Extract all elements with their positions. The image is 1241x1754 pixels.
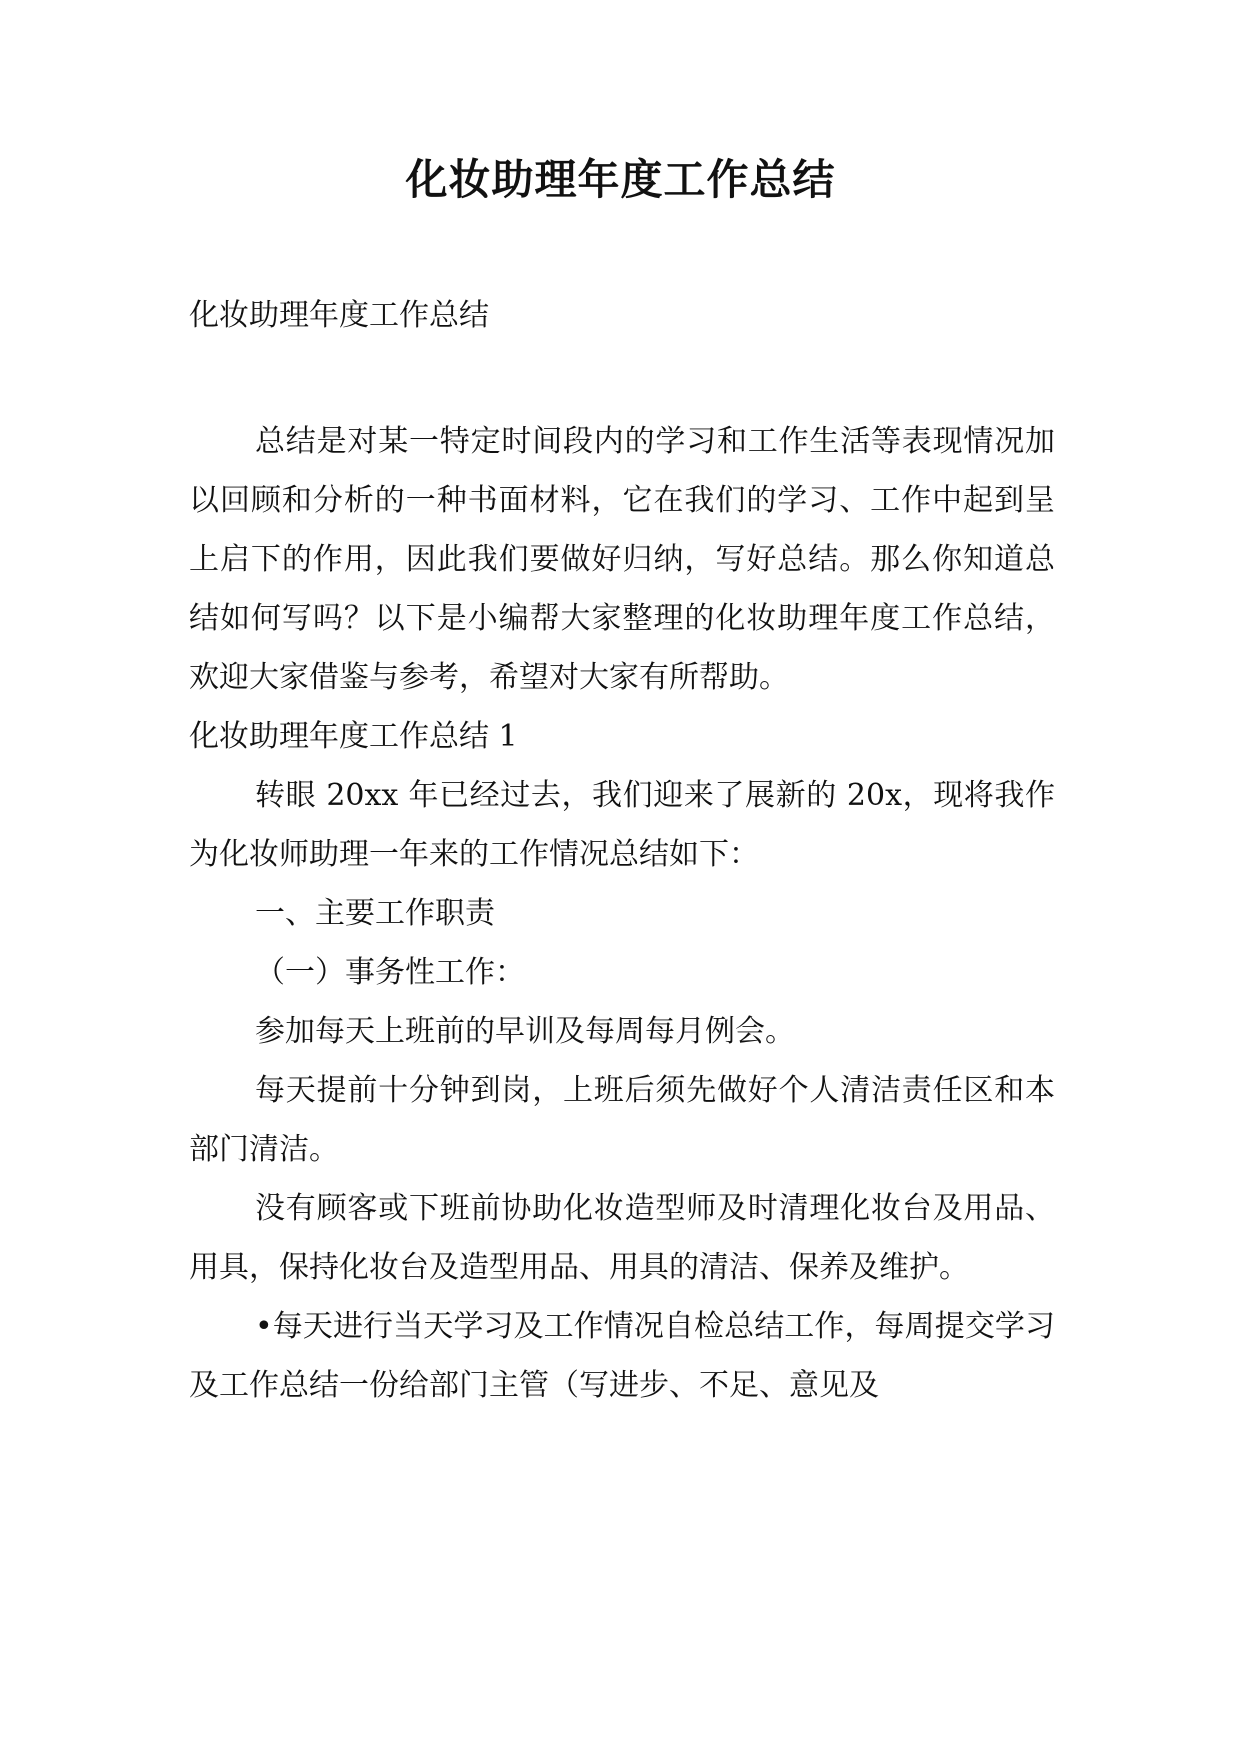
intro-paragraph: 总结是对某一特定时间段内的学习和工作生活等表现情况加以回顾和分析的一种书面材料，它在我们的学习、工作中起到呈上启下的作用，因此我们要做好归纳，写好总结。那么你知道总结如何写吗？以下是小编帮大家整理的化妆助理年度工作总结，欢迎大家借鉴与参考，希望对大家有所帮助。 bbox=[189, 424, 1055, 695]
body-paragraph: 转眼 20xx 年已经过去，我们迎来了展新的 20x，现将我作为化妆师助理一年来的工作情况总结如下： bbox=[189, 778, 1055, 872]
document-title: 化妆助理年度工作总结 bbox=[405, 155, 836, 204]
document-subtitle: 化妆助理年度工作总结 bbox=[189, 298, 489, 333]
list-subheading: （一）事务性工作： bbox=[255, 955, 525, 990]
section-heading: 化妆助理年度工作总结 1 bbox=[189, 719, 518, 754]
body-paragraph: 参加每天上班前的早训及每周每月例会。 bbox=[255, 1014, 795, 1049]
body-paragraph: 每天提前十分钟到岗，上班后须先做好个人清洁责任区和本部门清洁。 bbox=[189, 1073, 1055, 1167]
document-body bbox=[189, 286, 1055, 1415]
list-heading: 一、主要工作职责 bbox=[255, 896, 495, 931]
body-paragraph: 没有顾客或下班前协助化妆造型师及时清理化妆台及用品、用具，保持化妆台及造型用品、用具的清洁、保养及维护。 bbox=[189, 1191, 1055, 1285]
bullet-paragraph: •每天进行当天学习及工作情况自检总结工作，每周提交学习及工作总结一份给部门主管（写进步、不足、意见及 bbox=[189, 1309, 1055, 1403]
